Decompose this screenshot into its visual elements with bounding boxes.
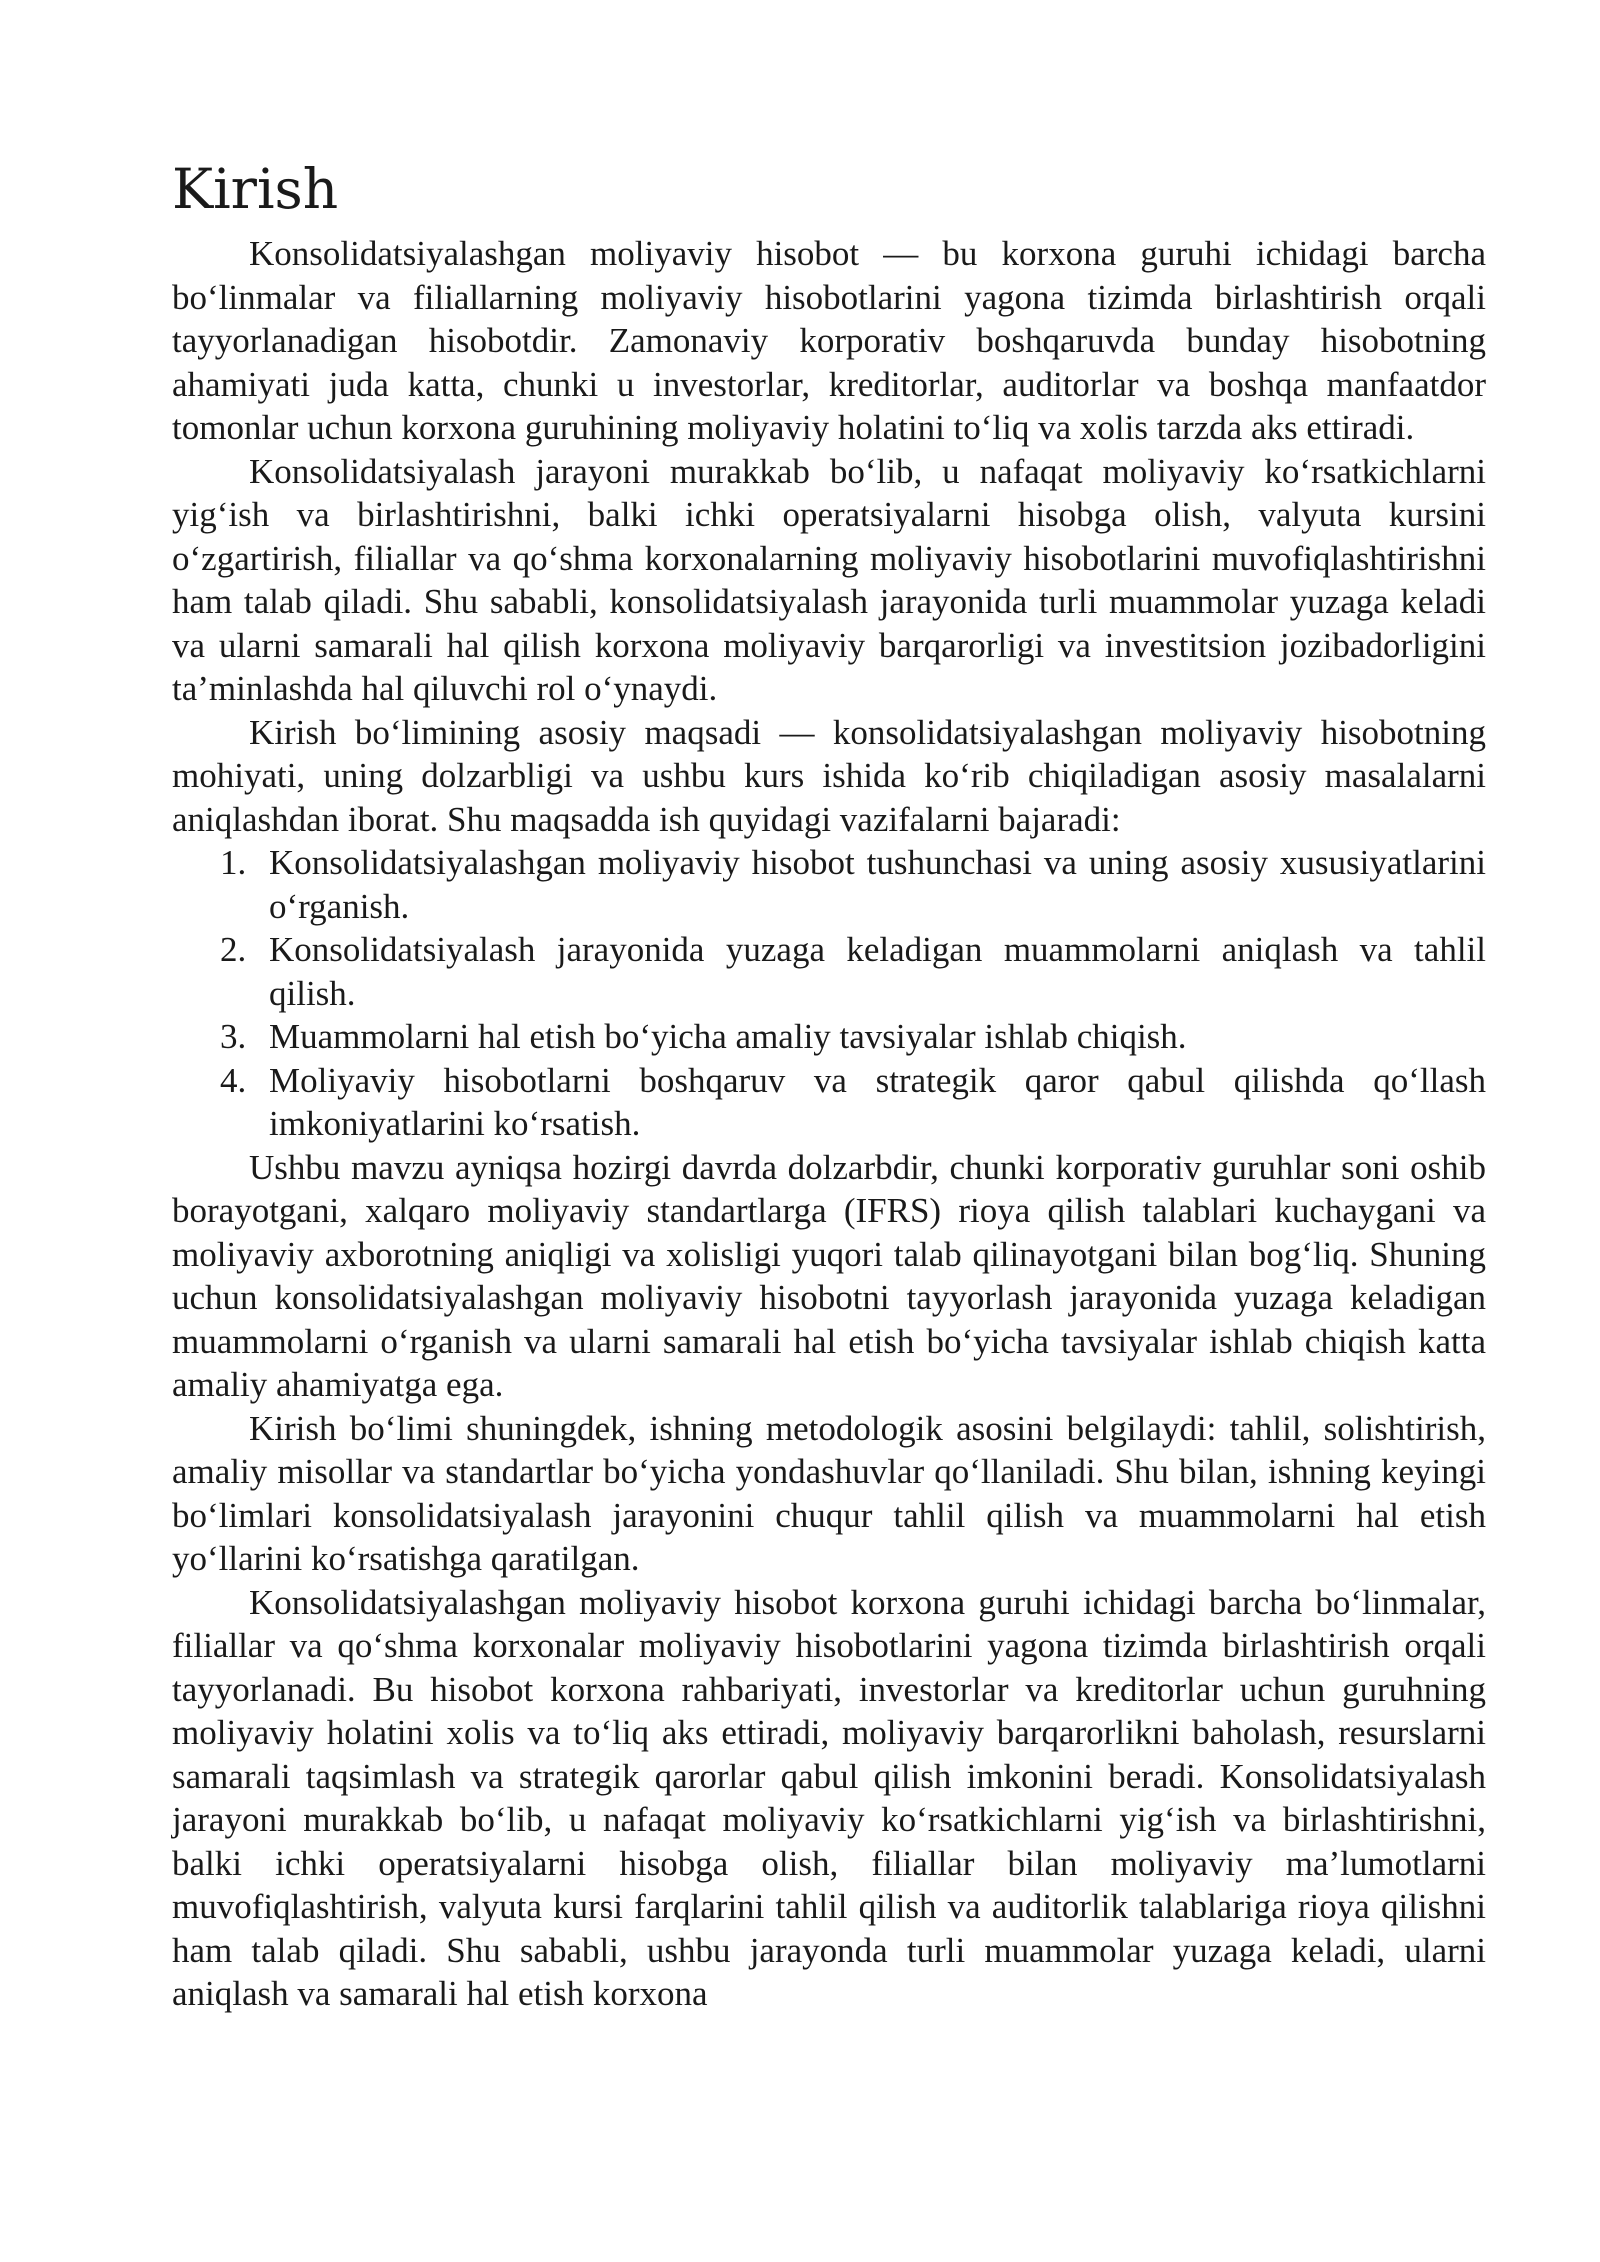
section-heading: Kirish [172, 157, 339, 221]
task-list [172, 841, 1486, 1146]
paragraph-intro-3: Kirish bo‘limining asosiy maqsadi — konsolidatsiyalashgan moliyaviy hisobotning mohiyati, uning dolzarbligi va ushbu kurs ishida ko‘rib chiqiladigan asosiy masalalarni aniqlashdan iborat. Shu maqsadda ish quyidagi vazifalarni bajaradi: [172, 712, 1486, 839]
list-item [172, 841, 1486, 928]
list-item-text: Moliyaviy hisobotlarni boshqaruv va strategik qaror qabul qilishda qo‘llash imkoniyatlarini ko‘rsatish. [269, 1060, 1486, 1143]
document-page [172, 150, 1486, 2016]
list-item-number: 2. [220, 930, 247, 969]
paragraph-intro-2: Konsolidatsiyalash jarayoni murakkab bo‘lib, u nafaqat moliyaviy ko‘rsatkichlarni yig‘ish va birlashtirishni, balki ichki operatsiyalarni hisobga olish, valyuta kursini o‘zgartirish, filiallar va qo‘shma korxonalarning moliyaviy hisobotlarini muvofiqlashtirishni ham talab qiladi. Shu sababli, konsolidatsiyalash jarayonida turli muammolar yuzaga keladi va ularni samarali hal qilish korxona moliyaviy barqarorligi va investitsion jozibadorligini ta’minlashda hal qiluvchi rol o‘ynaydi. [172, 451, 1486, 708]
paragraph-after-1: Ushbu mavzu ayniqsa hozirgi davrda dolzarbdir, chunki korporativ guruhlar soni oshib borayotgani, xalqaro moliyaviy standartlarga (IFRS) rioya qilish talablari kuchaygani va moliyaviy axborotning aniqligi va xolisligi yuqori talab qilinayotgani bilan bog‘liq. Shuning uchun konsolidatsiyalashgan moliyaviy hisobotni tayyorlash jarayonida yuzaga keladigan muammolarni o‘rganish va ularni samarali hal etish bo‘yicha tavsiyalar ishlab chiqish katta amaliy ahamiyatga ega. [172, 1147, 1486, 1404]
list-item-text: Konsolidatsiyalash jarayonida yuzaga keladigan muammolarni aniqlash va tahlil qilish. [269, 930, 1486, 1013]
list-item-text: Konsolidatsiyalashgan moliyaviy hisobot tushunchasi va uning asosiy xususiyatlarini o‘rganish. [269, 843, 1486, 926]
list-item [172, 1015, 1486, 1059]
list-item-number: 4. [220, 1060, 247, 1100]
paragraph-after-3: Konsolidatsiyalashgan moliyaviy hisobot korxona guruhi ichidagi barcha bo‘linmalar, filiallar va qo‘shma korxonalar moliyaviy hisobotlarini yagona tizimda birlashtirish orqali tayyorlanadi. Bu hisobot korxona rahbariyati, investorlar va kreditorlar uchun guruhning moliyaviy holatini xolis va to‘liq aks ettiradi, moliyaviy barqarorlikni baholash, resurslarni samarali taqsimlash va strategik qarorlar qabul qilish imkonini beradi. Konsolidatsiyalash jarayoni murakkab bo‘lib, u nafaqat moliyaviy ko‘rsatkichlarni yig‘ish va birlashtirishni, balki ichki operatsiyalarni hisobga olish, filiallar bilan moliyaviy ma’lumotlarni muvofiqlashtirish, valyuta kursi farqlarini tahlil qilish va auditorlik talablariga rioya qilishni ham talab qiladi. Shu sababli, ushbu jarayonda turli muammolar yuzaga keladi, ularni aniqlash va samarali hal etish korxona [172, 1582, 1486, 2013]
list-item-text: Muammolarni hal etish bo‘yicha amaliy tavsiyalar ishlab chiqish. [269, 1017, 1187, 1056]
list-item-number: 3. [220, 1017, 247, 1056]
list-item [172, 1059, 1486, 1146]
paragraph-after-2: Kirish bo‘limi shuningdek, ishning metodologik asosini belgilaydi: tahlil, solishtirish, amaliy misollar va standartlar bo‘yicha yondashuvlar qo‘llaniladi. Shu bilan, ishning keyingi bo‘limlari konsolidatsiyalash jarayonini chuqur tahlil qilish va muammolarni hal etish yo‘llarini ko‘rsatishga qaratilgan. [172, 1408, 1486, 1578]
list-item [172, 928, 1486, 1015]
list-item-number: 1. [220, 843, 247, 882]
paragraph-intro-1: Konsolidatsiyalashgan moliyaviy hisobot — bu korxona guruhi ichidagi barcha bo‘linmalar va filiallarning moliyaviy hisobotlarini yagona tizimda birlashtirish orqali tayyorlanadigan hisobotdir. Zamonaviy korporativ boshqaruvda bunday hisobotning ahamiyati juda katta, chunki u investorlar, kreditorlar, auditorlar va boshqa manfaatdor tomonlar uchun korxona guruhining moliyaviy holatini to‘liq va xolis tarzda aks ettiradi. [172, 234, 1486, 447]
